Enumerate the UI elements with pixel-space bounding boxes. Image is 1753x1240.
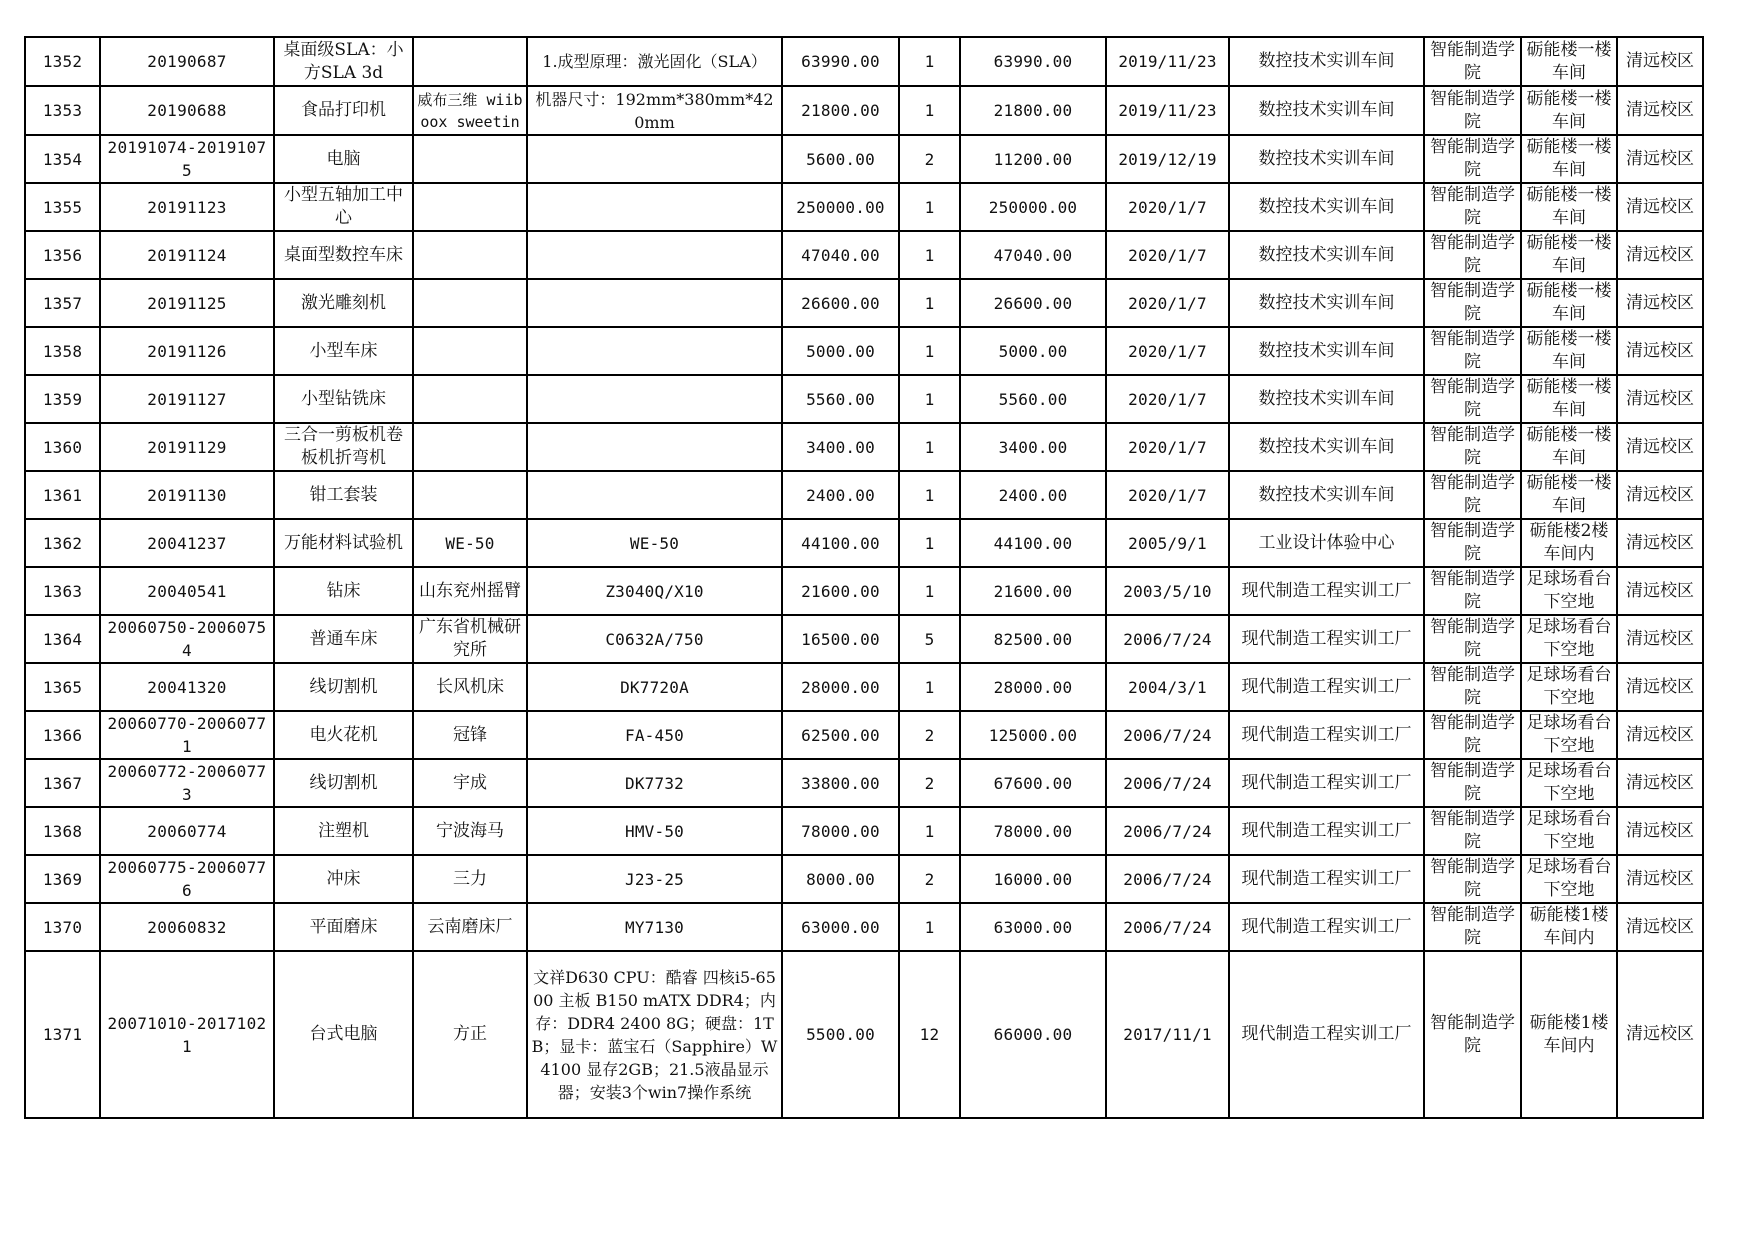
equipment-name-cell: 平面磨床 — [274, 903, 413, 951]
department-cell: 智能制造学院 — [1424, 37, 1521, 86]
usage-place-cell: 数控技术实训车间 — [1229, 279, 1424, 327]
row-number-cell: 1365 — [25, 663, 100, 711]
department-cell: 智能制造学院 — [1424, 807, 1521, 855]
storage-location-cell: 砺能楼一楼车间 — [1521, 471, 1617, 519]
brand-cell: 宇成 — [413, 759, 527, 807]
equipment-name-cell: 普通车床 — [274, 615, 413, 663]
model-spec-cell: MY7130 — [527, 903, 782, 951]
storage-location-cell: 足球场看台下空地 — [1521, 855, 1617, 903]
usage-place-cell: 数控技术实训车间 — [1229, 86, 1424, 135]
total-price-cell: 67600.00 — [960, 759, 1106, 807]
row-number-cell: 1360 — [25, 423, 100, 471]
model-spec-cell: FA-450 — [527, 711, 782, 759]
total-price-cell: 16000.00 — [960, 855, 1106, 903]
model-spec-cell — [527, 327, 782, 375]
unit-price-cell: 250000.00 — [782, 183, 899, 231]
table-row — [25, 135, 1703, 183]
unit-price-cell: 63990.00 — [782, 37, 899, 86]
equipment-name-cell: 激光雕刻机 — [274, 279, 413, 327]
table-row — [25, 471, 1703, 519]
quantity-cell: 1 — [899, 663, 960, 711]
table-row — [25, 279, 1703, 327]
department-cell: 智能制造学院 — [1424, 615, 1521, 663]
quantity-cell: 1 — [899, 86, 960, 135]
equipment-name-cell: 小型钻铣床 — [274, 375, 413, 423]
quantity-cell: 2 — [899, 711, 960, 759]
model-spec-cell — [527, 231, 782, 279]
asset-number-cell: 20071010-20171021 — [100, 951, 274, 1118]
equipment-name-cell: 冲床 — [274, 855, 413, 903]
storage-location-cell: 砺能楼一楼车间 — [1521, 327, 1617, 375]
quantity-cell: 1 — [899, 375, 960, 423]
total-price-cell: 125000.00 — [960, 711, 1106, 759]
unit-price-cell: 26600.00 — [782, 279, 899, 327]
row-number-cell: 1370 — [25, 903, 100, 951]
equipment-name-cell: 小型车床 — [274, 327, 413, 375]
quantity-cell: 1 — [899, 807, 960, 855]
row-number-cell: 1369 — [25, 855, 100, 903]
asset-number-cell: 20190688 — [100, 86, 274, 135]
total-price-cell: 63000.00 — [960, 903, 1106, 951]
department-cell: 智能制造学院 — [1424, 231, 1521, 279]
equipment-name-cell: 线切割机 — [274, 663, 413, 711]
total-price-cell: 26600.00 — [960, 279, 1106, 327]
row-number-cell: 1368 — [25, 807, 100, 855]
brand-cell — [413, 183, 527, 231]
asset-number-cell: 20191125 — [100, 279, 274, 327]
equipment-name-cell: 钻床 — [274, 567, 413, 615]
usage-place-cell: 现代制造工程实训工厂 — [1229, 711, 1424, 759]
model-spec-cell: DK7720A — [527, 663, 782, 711]
usage-place-cell: 数控技术实训车间 — [1229, 423, 1424, 471]
quantity-cell: 2 — [899, 135, 960, 183]
equipment-name-cell: 食品打印机 — [274, 86, 413, 135]
table-row — [25, 855, 1703, 903]
purchase-date-cell: 2005/9/1 — [1106, 519, 1229, 567]
quantity-cell: 2 — [899, 759, 960, 807]
total-price-cell: 28000.00 — [960, 663, 1106, 711]
unit-price-cell: 47040.00 — [782, 231, 899, 279]
department-cell: 智能制造学院 — [1424, 903, 1521, 951]
brand-cell: 山东兖州摇臂 — [413, 567, 527, 615]
quantity-cell: 1 — [899, 231, 960, 279]
model-spec-cell: Z3040Q/X10 — [527, 567, 782, 615]
campus-cell: 清远校区 — [1617, 37, 1703, 86]
usage-place-cell: 数控技术实训车间 — [1229, 327, 1424, 375]
row-number-cell: 1361 — [25, 471, 100, 519]
storage-location-cell: 砺能楼一楼车间 — [1521, 135, 1617, 183]
quantity-cell: 1 — [899, 423, 960, 471]
row-number-cell: 1364 — [25, 615, 100, 663]
usage-place-cell: 数控技术实训车间 — [1229, 231, 1424, 279]
total-price-cell: 5000.00 — [960, 327, 1106, 375]
usage-place-cell: 现代制造工程实训工厂 — [1229, 951, 1424, 1118]
table-row — [25, 759, 1703, 807]
department-cell: 智能制造学院 — [1424, 471, 1521, 519]
department-cell: 智能制造学院 — [1424, 423, 1521, 471]
brand-cell — [413, 279, 527, 327]
asset-number-cell: 20191123 — [100, 183, 274, 231]
purchase-date-cell: 2019/11/23 — [1106, 37, 1229, 86]
asset-number-cell: 20060832 — [100, 903, 274, 951]
department-cell: 智能制造学院 — [1424, 567, 1521, 615]
row-number-cell: 1353 — [25, 86, 100, 135]
unit-price-cell: 16500.00 — [782, 615, 899, 663]
purchase-date-cell: 2004/3/1 — [1106, 663, 1229, 711]
unit-price-cell: 5560.00 — [782, 375, 899, 423]
asset-number-cell: 20191127 — [100, 375, 274, 423]
table-row — [25, 86, 1703, 135]
department-cell: 智能制造学院 — [1424, 183, 1521, 231]
usage-place-cell: 现代制造工程实训工厂 — [1229, 903, 1424, 951]
campus-cell: 清远校区 — [1617, 519, 1703, 567]
brand-cell — [413, 135, 527, 183]
total-price-cell: 3400.00 — [960, 423, 1106, 471]
row-number-cell: 1355 — [25, 183, 100, 231]
storage-location-cell: 砺能楼一楼车间 — [1521, 86, 1617, 135]
quantity-cell: 1 — [899, 519, 960, 567]
unit-price-cell: 62500.00 — [782, 711, 899, 759]
table-row — [25, 375, 1703, 423]
model-spec-cell: 1.成型原理：激光固化（SLA） — [527, 37, 782, 86]
row-number-cell: 1371 — [25, 951, 100, 1118]
purchase-date-cell: 2020/1/7 — [1106, 471, 1229, 519]
model-spec-cell: HMV-50 — [527, 807, 782, 855]
total-price-cell: 66000.00 — [960, 951, 1106, 1118]
table-body — [25, 37, 1703, 1118]
quantity-cell: 1 — [899, 37, 960, 86]
campus-cell: 清远校区 — [1617, 903, 1703, 951]
quantity-cell: 2 — [899, 855, 960, 903]
total-price-cell: 21600.00 — [960, 567, 1106, 615]
model-spec-cell: WE-50 — [527, 519, 782, 567]
campus-cell: 清远校区 — [1617, 471, 1703, 519]
table-row — [25, 327, 1703, 375]
department-cell: 智能制造学院 — [1424, 663, 1521, 711]
quantity-cell: 1 — [899, 327, 960, 375]
campus-cell: 清远校区 — [1617, 663, 1703, 711]
asset-number-cell: 20041320 — [100, 663, 274, 711]
usage-place-cell: 数控技术实训车间 — [1229, 135, 1424, 183]
usage-place-cell: 现代制造工程实训工厂 — [1229, 759, 1424, 807]
row-number-cell: 1352 — [25, 37, 100, 86]
purchase-date-cell: 2006/7/24 — [1106, 855, 1229, 903]
unit-price-cell: 3400.00 — [782, 423, 899, 471]
department-cell: 智能制造学院 — [1424, 375, 1521, 423]
quantity-cell: 5 — [899, 615, 960, 663]
brand-cell: 宁波海马 — [413, 807, 527, 855]
brand-cell: 冠锋 — [413, 711, 527, 759]
campus-cell: 清远校区 — [1617, 375, 1703, 423]
campus-cell: 清远校区 — [1617, 951, 1703, 1118]
purchase-date-cell: 2020/1/7 — [1106, 423, 1229, 471]
department-cell: 智能制造学院 — [1424, 279, 1521, 327]
model-spec-cell — [527, 279, 782, 327]
department-cell: 智能制造学院 — [1424, 135, 1521, 183]
unit-price-cell: 8000.00 — [782, 855, 899, 903]
row-number-cell: 1366 — [25, 711, 100, 759]
quantity-cell: 1 — [899, 471, 960, 519]
purchase-date-cell: 2006/7/24 — [1106, 711, 1229, 759]
campus-cell: 清远校区 — [1617, 615, 1703, 663]
storage-location-cell: 足球场看台下空地 — [1521, 711, 1617, 759]
asset-number-cell: 20060750-20060754 — [100, 615, 274, 663]
unit-price-cell: 44100.00 — [782, 519, 899, 567]
row-number-cell: 1354 — [25, 135, 100, 183]
equipment-name-cell: 三合一剪板机卷板机折弯机 — [274, 423, 413, 471]
unit-price-cell: 2400.00 — [782, 471, 899, 519]
total-price-cell: 11200.00 — [960, 135, 1106, 183]
unit-price-cell: 21600.00 — [782, 567, 899, 615]
total-price-cell: 63990.00 — [960, 37, 1106, 86]
table-row — [25, 903, 1703, 951]
total-price-cell: 250000.00 — [960, 183, 1106, 231]
purchase-date-cell: 2006/7/24 — [1106, 615, 1229, 663]
model-spec-cell — [527, 423, 782, 471]
campus-cell: 清远校区 — [1617, 231, 1703, 279]
storage-location-cell: 砺能楼1楼车间内 — [1521, 903, 1617, 951]
purchase-date-cell: 2006/7/24 — [1106, 807, 1229, 855]
brand-cell: 云南磨床厂 — [413, 903, 527, 951]
brand-cell: 威布三维 wiiboox sweetin — [413, 86, 527, 135]
asset-number-cell: 20191074-20191075 — [100, 135, 274, 183]
department-cell: 智能制造学院 — [1424, 519, 1521, 567]
asset-number-cell: 20191129 — [100, 423, 274, 471]
purchase-date-cell: 2019/12/19 — [1106, 135, 1229, 183]
storage-location-cell: 砺能楼一楼车间 — [1521, 183, 1617, 231]
storage-location-cell: 砺能楼一楼车间 — [1521, 231, 1617, 279]
department-cell: 智能制造学院 — [1424, 711, 1521, 759]
campus-cell: 清远校区 — [1617, 711, 1703, 759]
campus-cell: 清远校区 — [1617, 807, 1703, 855]
asset-number-cell: 20041237 — [100, 519, 274, 567]
quantity-cell: 12 — [899, 951, 960, 1118]
purchase-date-cell: 2003/5/10 — [1106, 567, 1229, 615]
row-number-cell: 1362 — [25, 519, 100, 567]
equipment-name-cell: 电火花机 — [274, 711, 413, 759]
storage-location-cell: 砺能楼一楼车间 — [1521, 375, 1617, 423]
brand-cell — [413, 327, 527, 375]
usage-place-cell: 现代制造工程实训工厂 — [1229, 567, 1424, 615]
total-price-cell: 47040.00 — [960, 231, 1106, 279]
campus-cell: 清远校区 — [1617, 183, 1703, 231]
unit-price-cell: 78000.00 — [782, 807, 899, 855]
quantity-cell: 1 — [899, 567, 960, 615]
unit-price-cell: 33800.00 — [782, 759, 899, 807]
usage-place-cell: 现代制造工程实训工厂 — [1229, 663, 1424, 711]
equipment-name-cell: 电脑 — [274, 135, 413, 183]
purchase-date-cell: 2020/1/7 — [1106, 375, 1229, 423]
usage-place-cell: 现代制造工程实训工厂 — [1229, 615, 1424, 663]
unit-price-cell: 63000.00 — [782, 903, 899, 951]
table-row — [25, 711, 1703, 759]
total-price-cell: 5560.00 — [960, 375, 1106, 423]
table-row — [25, 423, 1703, 471]
campus-cell: 清远校区 — [1617, 423, 1703, 471]
asset-number-cell: 20190687 — [100, 37, 274, 86]
model-spec-cell — [527, 183, 782, 231]
storage-location-cell: 足球场看台下空地 — [1521, 663, 1617, 711]
model-spec-cell — [527, 471, 782, 519]
table-row — [25, 807, 1703, 855]
quantity-cell: 1 — [899, 903, 960, 951]
table-row — [25, 615, 1703, 663]
asset-number-cell: 20060774 — [100, 807, 274, 855]
storage-location-cell: 砺能楼一楼车间 — [1521, 279, 1617, 327]
brand-cell — [413, 231, 527, 279]
usage-place-cell: 工业设计体验中心 — [1229, 519, 1424, 567]
storage-location-cell: 砺能楼2楼车间内 — [1521, 519, 1617, 567]
row-number-cell: 1363 — [25, 567, 100, 615]
storage-location-cell: 砺能楼1楼车间内 — [1521, 951, 1617, 1118]
brand-cell: 长风机床 — [413, 663, 527, 711]
campus-cell: 清远校区 — [1617, 567, 1703, 615]
table-row — [25, 37, 1703, 86]
equipment-name-cell: 小型五轴加工中心 — [274, 183, 413, 231]
quantity-cell: 1 — [899, 279, 960, 327]
total-price-cell: 21800.00 — [960, 86, 1106, 135]
table-row — [25, 663, 1703, 711]
brand-cell: 三力 — [413, 855, 527, 903]
model-spec-cell: J23-25 — [527, 855, 782, 903]
equipment-name-cell: 台式电脑 — [274, 951, 413, 1118]
model-spec-cell: 机器尺寸：192mm*380mm*420mm — [527, 86, 782, 135]
brand-cell — [413, 423, 527, 471]
row-number-cell: 1359 — [25, 375, 100, 423]
table-row — [25, 231, 1703, 279]
unit-price-cell: 5600.00 — [782, 135, 899, 183]
model-spec-cell — [527, 375, 782, 423]
equipment-name-cell: 桌面型数控车床 — [274, 231, 413, 279]
row-number-cell: 1357 — [25, 279, 100, 327]
total-price-cell: 2400.00 — [960, 471, 1106, 519]
total-price-cell: 78000.00 — [960, 807, 1106, 855]
purchase-date-cell: 2006/7/24 — [1106, 903, 1229, 951]
asset-number-cell: 20040541 — [100, 567, 274, 615]
storage-location-cell: 足球场看台下空地 — [1521, 759, 1617, 807]
campus-cell: 清远校区 — [1617, 135, 1703, 183]
row-number-cell: 1356 — [25, 231, 100, 279]
usage-place-cell: 数控技术实训车间 — [1229, 471, 1424, 519]
purchase-date-cell: 2020/1/7 — [1106, 327, 1229, 375]
brand-cell: WE-50 — [413, 519, 527, 567]
unit-price-cell: 28000.00 — [782, 663, 899, 711]
total-price-cell: 82500.00 — [960, 615, 1106, 663]
equipment-name-cell: 桌面级SLA：小方SLA 3d — [274, 37, 413, 86]
asset-number-cell: 20191126 — [100, 327, 274, 375]
equipment-name-cell: 线切割机 — [274, 759, 413, 807]
asset-number-cell: 20191124 — [100, 231, 274, 279]
equipment-name-cell: 注塑机 — [274, 807, 413, 855]
asset-number-cell: 20191130 — [100, 471, 274, 519]
department-cell: 智能制造学院 — [1424, 951, 1521, 1118]
row-number-cell: 1367 — [25, 759, 100, 807]
brand-cell — [413, 375, 527, 423]
brand-cell: 广东省机械研究所 — [413, 615, 527, 663]
brand-cell — [413, 37, 527, 86]
asset-number-cell: 20060772-20060773 — [100, 759, 274, 807]
table-row — [25, 183, 1703, 231]
usage-place-cell: 数控技术实训车间 — [1229, 37, 1424, 86]
table-row — [25, 519, 1703, 567]
equipment-name-cell: 钳工套装 — [274, 471, 413, 519]
storage-location-cell: 足球场看台下空地 — [1521, 567, 1617, 615]
campus-cell: 清远校区 — [1617, 327, 1703, 375]
asset-table — [24, 36, 1704, 1119]
model-spec-cell: 文祥D630 CPU：酷睿 四核i5-6500 主板 B150 mATX DDR4；内存：DDR4 2400 8G；硬盘：1TB；显卡：蓝宝石（Sapphire）W4100 显存2GB；21.5液晶显示器；安装3个win7操作系统 — [527, 951, 782, 1118]
model-spec-cell: DK7732 — [527, 759, 782, 807]
table-row — [25, 951, 1703, 1118]
brand-cell: 方正 — [413, 951, 527, 1118]
asset-number-cell: 20060770-20060771 — [100, 711, 274, 759]
brand-cell — [413, 471, 527, 519]
unit-price-cell: 5000.00 — [782, 327, 899, 375]
purchase-date-cell: 2017/11/1 — [1106, 951, 1229, 1118]
model-spec-cell: C0632A/750 — [527, 615, 782, 663]
row-number-cell: 1358 — [25, 327, 100, 375]
storage-location-cell: 砺能楼一楼车间 — [1521, 423, 1617, 471]
purchase-date-cell: 2020/1/7 — [1106, 183, 1229, 231]
department-cell: 智能制造学院 — [1424, 855, 1521, 903]
table-row — [25, 567, 1703, 615]
purchase-date-cell: 2019/11/23 — [1106, 86, 1229, 135]
department-cell: 智能制造学院 — [1424, 759, 1521, 807]
total-price-cell: 44100.00 — [960, 519, 1106, 567]
department-cell: 智能制造学院 — [1424, 327, 1521, 375]
purchase-date-cell: 2020/1/7 — [1106, 279, 1229, 327]
usage-place-cell: 现代制造工程实训工厂 — [1229, 807, 1424, 855]
equipment-name-cell: 万能材料试验机 — [274, 519, 413, 567]
usage-place-cell: 数控技术实训车间 — [1229, 375, 1424, 423]
unit-price-cell: 5500.00 — [782, 951, 899, 1118]
campus-cell: 清远校区 — [1617, 759, 1703, 807]
purchase-date-cell: 2006/7/24 — [1106, 759, 1229, 807]
model-spec-cell — [527, 135, 782, 183]
purchase-date-cell: 2020/1/7 — [1106, 231, 1229, 279]
usage-place-cell: 数控技术实训车间 — [1229, 183, 1424, 231]
usage-place-cell: 现代制造工程实训工厂 — [1229, 855, 1424, 903]
storage-location-cell: 砺能楼一楼车间 — [1521, 37, 1617, 86]
department-cell: 智能制造学院 — [1424, 86, 1521, 135]
storage-location-cell: 足球场看台下空地 — [1521, 807, 1617, 855]
quantity-cell: 1 — [899, 183, 960, 231]
asset-number-cell: 20060775-20060776 — [100, 855, 274, 903]
campus-cell: 清远校区 — [1617, 86, 1703, 135]
storage-location-cell: 足球场看台下空地 — [1521, 615, 1617, 663]
campus-cell: 清远校区 — [1617, 855, 1703, 903]
campus-cell: 清远校区 — [1617, 279, 1703, 327]
unit-price-cell: 21800.00 — [782, 86, 899, 135]
